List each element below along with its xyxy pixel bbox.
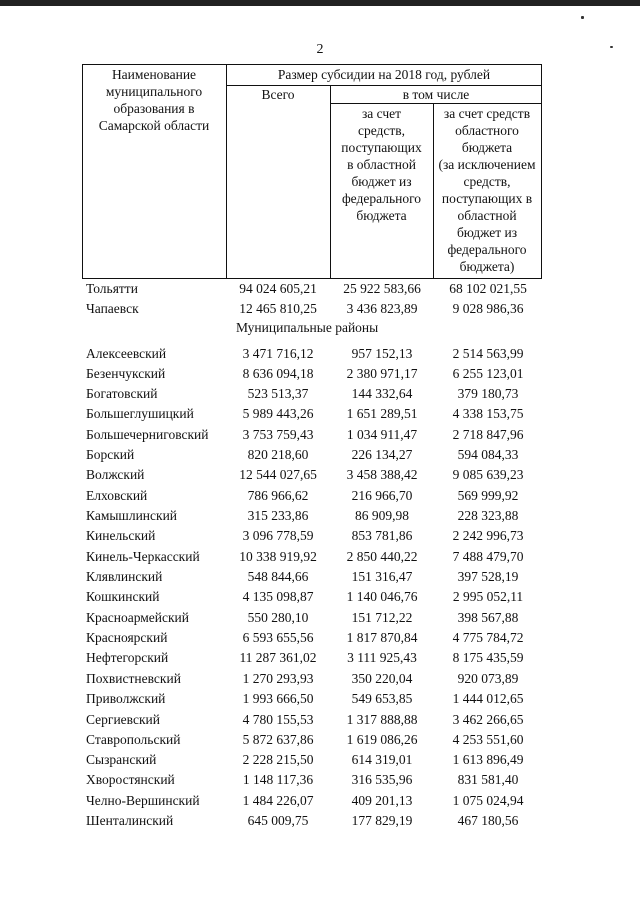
row-name: Сызранский: [86, 752, 157, 767]
row-federal: 350 220,04: [351, 671, 413, 686]
row-name: Красноармейский: [86, 610, 190, 625]
row-name: Похвистневский: [86, 671, 181, 686]
row-total: 5 872 637,86: [242, 732, 314, 747]
row-federal: 1 034 911,47: [346, 427, 418, 442]
row-total: 5 989 443,26: [242, 406, 314, 421]
row-total: 4 135 098,87: [242, 589, 314, 604]
row-regional: 9 085 639,23: [452, 467, 524, 482]
row-federal: 1 140 046,76: [346, 589, 418, 604]
row-name: Алексеевский: [86, 346, 167, 361]
row-regional: 398 567,88: [457, 610, 519, 625]
row-total: 11 287 361,02: [239, 650, 317, 665]
row-regional: 379 180,73: [457, 386, 519, 401]
row-total: 6 593 655,56: [242, 630, 314, 645]
row-total: 10 338 919,92: [239, 549, 317, 564]
row-total: 1 993 666,50: [242, 691, 314, 706]
row-federal: 1 317 888,88: [346, 712, 418, 727]
row-name: Волжский: [86, 467, 145, 482]
row-name: Тольятти: [86, 281, 138, 296]
row-federal: 409 201,13: [351, 793, 413, 808]
row-total: 12 465 810,25: [239, 301, 317, 316]
row-regional: 4 253 551,60: [452, 732, 524, 747]
row-regional: 7 488 479,70: [452, 549, 524, 564]
row-federal: 177 829,19: [351, 813, 413, 828]
row-total: 8 636 094,18: [242, 366, 314, 381]
row-regional: 569 999,92: [457, 488, 519, 503]
row-federal: 316 535,96: [351, 772, 413, 787]
row-name: Красноярский: [86, 630, 168, 645]
row-total: 315 233,86: [247, 508, 309, 523]
row-name: Сергиевский: [86, 712, 160, 727]
row-total: 3 753 759,43: [242, 427, 314, 442]
row-total: 2 228 215,50: [242, 752, 314, 767]
row-total: 1 270 293,93: [242, 671, 314, 686]
table-border-top: [82, 64, 542, 65]
row-name: Кинельский: [86, 528, 156, 543]
row-regional: 594 084,33: [457, 447, 519, 462]
row-total: 4 780 155,53: [242, 712, 314, 727]
row-regional: 1 444 012,65: [452, 691, 524, 706]
table-line: [330, 103, 542, 104]
section-title: Муниципальные районы: [236, 320, 379, 335]
row-name: Богатовский: [86, 386, 158, 401]
row-federal: 3 436 823,89: [346, 301, 418, 316]
row-federal: 957 152,13: [351, 346, 413, 361]
row-regional: 2 242 996,73: [452, 528, 524, 543]
row-regional: 831 581,40: [457, 772, 519, 787]
row-regional: 2 514 563,99: [452, 346, 524, 361]
row-federal: 2 850 440,22: [346, 549, 418, 564]
row-regional: 8 175 435,59: [452, 650, 524, 665]
row-name: Борский: [86, 447, 135, 462]
row-federal: 3 111 925,43: [347, 650, 417, 665]
header-subsidy-title: Размер субсидии на 2018 год, рублей: [277, 67, 491, 82]
row-name: Шенталинский: [86, 813, 174, 828]
row-regional: 68 102 021,55: [449, 281, 527, 296]
row-regional: 3 462 266,65: [452, 712, 524, 727]
header-regional: за счет средств областного бюджета (за исключением средств, поступающих в областной бюджет из федерального бюджета): [438, 106, 536, 274]
row-name: Елховский: [86, 488, 148, 503]
row-name: Кошкинский: [86, 589, 160, 604]
row-total: 1 484 226,07: [242, 793, 314, 808]
scan-speck: [581, 16, 584, 19]
row-regional: 6 255 123,01: [452, 366, 524, 381]
row-regional: 397 528,19: [457, 569, 519, 584]
row-regional: 9 028 986,36: [452, 301, 524, 316]
row-total: 3 471 716,12: [242, 346, 314, 361]
row-total: 820 218,60: [247, 447, 309, 462]
row-name: Большеглушицкий: [86, 406, 194, 421]
row-federal: 226 134,27: [351, 447, 413, 462]
header-name-column: Наименование муниципального образования в Самарской области: [98, 67, 210, 133]
row-name: Безенчукский: [86, 366, 166, 381]
row-federal: 3 458 388,42: [346, 467, 418, 482]
row-name: Камышлинский: [86, 508, 178, 523]
row-name: Большечерниговский: [86, 427, 209, 442]
row-federal: 1 817 870,84: [346, 630, 418, 645]
header-federal: за счет средств, поступающих в областной бюджет из федерального бюджета: [341, 106, 422, 223]
row-regional: 2 718 847,96: [452, 427, 524, 442]
header-total: Всего: [261, 87, 295, 102]
row-regional: 2 995 052,11: [452, 589, 524, 604]
row-name: Кинель-Черкасский: [86, 549, 200, 564]
row-federal: 614 319,01: [351, 752, 413, 767]
row-regional: 228 323,88: [457, 508, 519, 523]
row-federal: 25 922 583,66: [343, 281, 421, 296]
row-federal: 86 909,98: [355, 508, 409, 523]
row-total: 12 544 027,65: [239, 467, 317, 482]
row-federal: 151 316,47: [351, 569, 413, 584]
row-name: Челно-Вершинский: [86, 793, 200, 808]
row-regional: 4 338 153,75: [452, 406, 524, 421]
row-total: 645 009,75: [247, 813, 309, 828]
row-regional: 1 075 024,94: [452, 793, 524, 808]
row-federal: 549 653,85: [351, 691, 413, 706]
page-number: 2: [316, 42, 324, 57]
row-regional: 920 073,89: [457, 671, 519, 686]
row-total: 786 966,62: [247, 488, 309, 503]
row-name: Приволжский: [86, 691, 166, 706]
scan-top-edge: [0, 0, 640, 6]
row-federal: 2 380 971,17: [346, 366, 418, 381]
row-federal: 144 332,64: [351, 386, 413, 401]
row-federal: 151 712,22: [351, 610, 413, 625]
row-total: 3 096 778,59: [242, 528, 314, 543]
row-name: Нефтегорский: [86, 650, 169, 665]
row-total: 548 844,66: [247, 569, 309, 584]
row-name: Клявлинский: [86, 569, 163, 584]
row-name: Ставропольский: [86, 732, 181, 747]
row-total: 523 513,37: [247, 386, 309, 401]
row-federal: 853 781,86: [351, 528, 413, 543]
header-including: в том числе: [402, 87, 470, 102]
row-regional: 1 613 896,49: [452, 752, 524, 767]
row-name: Чапаевск: [86, 301, 139, 316]
row-regional: 467 180,56: [457, 813, 519, 828]
row-total: 550 280,10: [247, 610, 309, 625]
table-border-bottom: [82, 278, 542, 279]
row-regional: 4 775 784,72: [452, 630, 524, 645]
row-total: 94 024 605,21: [239, 281, 317, 296]
row-federal: 1 651 289,51: [346, 406, 418, 421]
row-federal: 1 619 086,26: [346, 732, 418, 747]
row-federal: 216 966,70: [351, 488, 413, 503]
row-total: 1 148 117,36: [242, 772, 314, 787]
row-name: Хворостянский: [86, 772, 175, 787]
